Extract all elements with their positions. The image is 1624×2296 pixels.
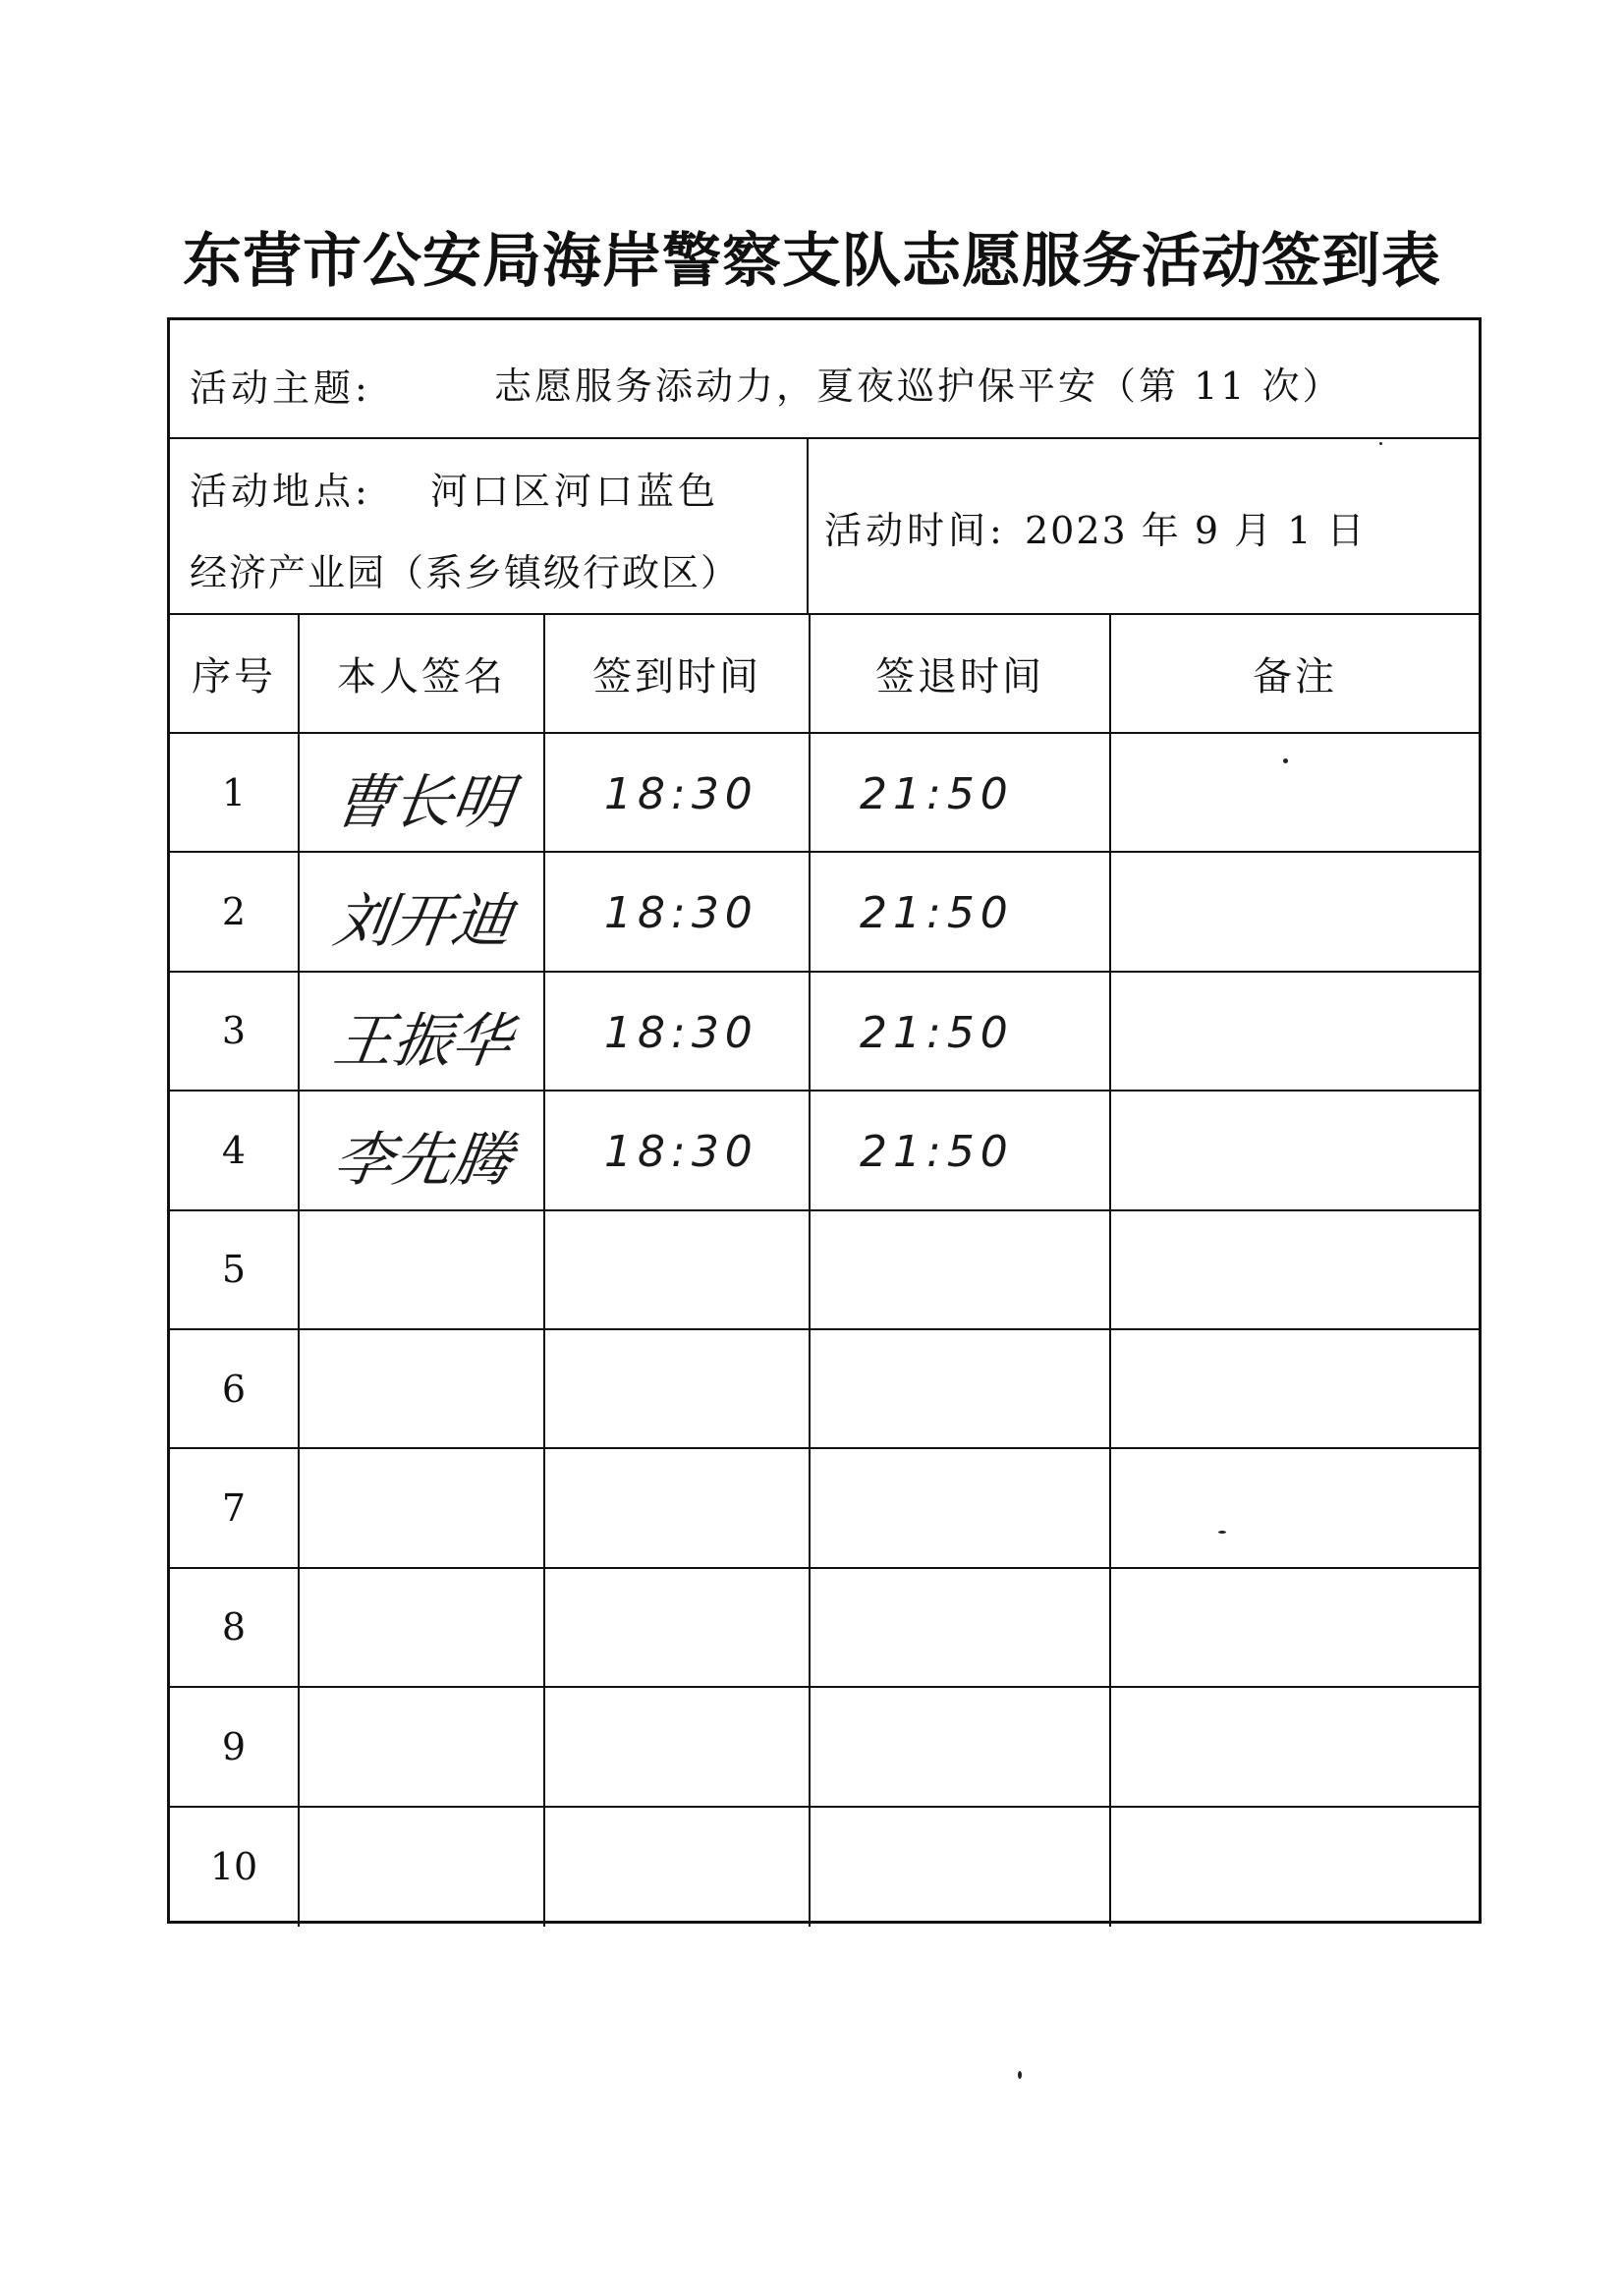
time-cell — [807, 439, 1479, 613]
scan-speck — [1283, 758, 1288, 763]
note-cell — [1109, 1330, 1479, 1447]
handwritten-checkin-time: 18:30 — [604, 769, 758, 819]
checkout-time-cell — [809, 1449, 1109, 1566]
handwritten-checkin-time: 18:30 — [604, 1007, 758, 1058]
signature-cell — [298, 1330, 543, 1447]
col-header-signature: 本人签名 — [298, 615, 543, 732]
handwritten-checkout-time: 21:50 — [860, 1127, 1014, 1178]
row-number: 3 — [221, 1009, 247, 1053]
table-row — [170, 1092, 1479, 1210]
theme-label: 活动主题: — [190, 366, 371, 410]
checkout-time-cell — [809, 1808, 1109, 1927]
handwritten-signature: 李先腾 — [329, 1126, 517, 1196]
table-row — [170, 1688, 1479, 1807]
time-value: 2023 年 9 月 1 日 — [1025, 509, 1367, 552]
signature-cell — [298, 1569, 543, 1686]
checkin-time-cell — [543, 1569, 809, 1686]
signature-cell — [298, 853, 543, 970]
checkin-time-cell — [543, 1449, 809, 1566]
theme-value: 志愿服务添动力，夏夜巡护保平安（第 11 次） — [494, 364, 1343, 408]
signature-cell — [298, 1808, 543, 1927]
row-number: 2 — [221, 890, 247, 934]
note-cell — [1109, 734, 1479, 851]
table-row — [170, 1211, 1479, 1330]
row-number: 1 — [221, 770, 247, 814]
location-line1: 河口区河口蓝色 — [430, 470, 720, 513]
checkout-time-cell — [809, 853, 1109, 970]
col-header-checkout: 签退时间 — [809, 615, 1109, 732]
table-row — [170, 1449, 1479, 1568]
checkin-time-cell — [543, 1330, 809, 1447]
checkout-time-cell — [809, 1688, 1109, 1805]
table-header — [170, 615, 1479, 734]
scan-speck — [1018, 2071, 1022, 2079]
checkout-time-cell — [809, 1211, 1109, 1328]
checkin-time-cell — [543, 853, 809, 970]
signature-cell — [298, 1449, 543, 1566]
handwritten-checkout-time: 21:50 — [860, 769, 1014, 819]
row-number: 5 — [221, 1248, 247, 1292]
checkin-time-cell — [543, 973, 809, 1090]
handwritten-checkout-time: 21:50 — [860, 1007, 1014, 1058]
col-header-checkin: 签到时间 — [543, 615, 809, 732]
scan-speck — [1379, 442, 1382, 445]
note-cell — [1109, 1569, 1479, 1686]
col-header-no: 序号 — [192, 654, 276, 700]
location-label: 活动地点: — [190, 470, 371, 513]
row-number: 4 — [221, 1128, 247, 1172]
checkin-time-cell — [543, 1211, 809, 1328]
handwritten-checkout-time: 21:50 — [860, 888, 1014, 939]
table-row — [170, 973, 1479, 1092]
signature-cell — [298, 973, 543, 1090]
table-row — [170, 1569, 1479, 1688]
row-number: 9 — [221, 1724, 247, 1768]
handwritten-checkin-time: 18:30 — [604, 888, 758, 939]
handwritten-signature: 王振华 — [329, 1006, 517, 1076]
note-cell — [1109, 1211, 1479, 1328]
signature-cell — [298, 1211, 543, 1328]
page-title: 东营市公安局海岸警察支队志愿服务活动签到表 — [183, 227, 1441, 296]
handwritten-signature: 曹长明 — [329, 768, 517, 837]
row-number: 7 — [221, 1486, 247, 1531]
checkin-time-cell — [543, 1688, 809, 1805]
note-cell — [1109, 1092, 1479, 1208]
checkout-time-cell — [809, 1330, 1109, 1447]
location-line2: 经济产业园（系乡镇级行政区） — [190, 551, 741, 594]
checkout-time-cell — [809, 1092, 1109, 1208]
theme-row — [170, 320, 1479, 439]
table-row — [170, 853, 1479, 972]
scan-speck — [1218, 1531, 1226, 1534]
row-number: 6 — [221, 1367, 247, 1411]
note-cell — [1109, 973, 1479, 1090]
note-cell — [1109, 1808, 1479, 1927]
handwritten-checkin-time: 18:30 — [604, 1127, 758, 1178]
col-header-note: 备注 — [1109, 615, 1479, 732]
note-cell — [1109, 853, 1479, 970]
signature-cell — [298, 734, 543, 851]
checkout-time-cell — [809, 973, 1109, 1090]
table-row — [170, 734, 1479, 853]
checkout-time-cell — [809, 1569, 1109, 1686]
time-label: 活动时间: — [824, 509, 1006, 552]
note-cell — [1109, 1449, 1479, 1566]
sign-in-table — [167, 317, 1482, 1924]
checkin-time-cell — [543, 1092, 809, 1208]
checkin-time-cell — [543, 1808, 809, 1927]
table-row — [170, 1808, 1479, 1927]
signature-cell — [298, 1092, 543, 1208]
row-number: 10 — [209, 1845, 258, 1889]
table-row — [170, 1330, 1479, 1449]
checkout-time-cell — [809, 734, 1109, 851]
row-number: 8 — [221, 1605, 247, 1650]
handwritten-signature: 刘开迪 — [329, 887, 517, 957]
checkin-time-cell — [543, 734, 809, 851]
note-cell — [1109, 1688, 1479, 1805]
signature-cell — [298, 1688, 543, 1805]
location-time-row — [170, 439, 1479, 615]
